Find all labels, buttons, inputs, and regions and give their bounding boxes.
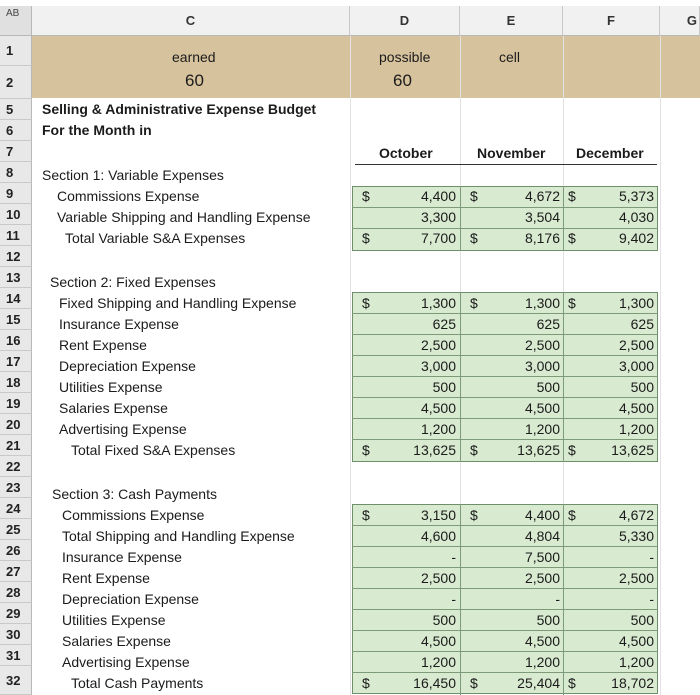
november-value[interactable]: 4,804	[524, 528, 560, 544]
currency-symbol: $	[362, 507, 370, 523]
row-header[interactable]: 10	[0, 204, 32, 225]
row-header[interactable]: 11	[0, 225, 32, 246]
row-header[interactable]: 14	[0, 288, 32, 309]
currency-symbol: $	[470, 507, 478, 523]
section1-heading[interactable]: Section 1: Variable Expenses	[42, 167, 224, 183]
section2-row-label[interactable]: Depreciation Expense	[59, 358, 196, 374]
row-header[interactable]: 5	[0, 99, 32, 120]
row-header[interactable]: 30	[0, 624, 32, 645]
currency-symbol: $	[362, 295, 370, 311]
row-header[interactable]: 20	[0, 414, 32, 435]
column-header-c-label: C	[185, 13, 196, 28]
currency-symbol: $	[470, 188, 478, 204]
row-header[interactable]: 25	[0, 519, 32, 540]
december-value[interactable]: 9,402	[618, 230, 654, 246]
column-header-e-label: E	[506, 13, 516, 28]
october-value[interactable]: 2,500	[420, 570, 456, 586]
october-value[interactable]: 1,200	[420, 421, 456, 437]
currency-symbol: $	[568, 507, 576, 523]
section2-row-label[interactable]: Fixed Shipping and Handling Expense	[59, 295, 297, 311]
december-value[interactable]: 2,500	[618, 570, 654, 586]
row-header[interactable]: 17	[0, 351, 32, 372]
currency-symbol: $	[470, 442, 478, 458]
column-header-g-label: G	[686, 13, 697, 28]
cell-border	[460, 504, 461, 695]
november-value[interactable]: 8,176	[524, 230, 560, 246]
december-value[interactable]: 18,702	[611, 675, 654, 691]
row-header[interactable]: 6	[0, 120, 32, 141]
section3-row-label[interactable]: Rent Expense	[62, 570, 150, 586]
currency-symbol: $	[362, 442, 370, 458]
november-value[interactable]: -	[555, 591, 560, 607]
november-value[interactable]: 4,672	[524, 188, 560, 204]
currency-symbol: $	[470, 230, 478, 246]
currency-symbol: $	[568, 230, 576, 246]
currency-symbol: $	[362, 188, 370, 204]
cell-border	[352, 313, 658, 314]
november-value[interactable]: 1,200	[524, 421, 560, 437]
column-header-f-label: F	[607, 13, 615, 28]
december-value[interactable]: 3,000	[618, 358, 654, 374]
cell-border	[352, 567, 658, 568]
cell-border	[563, 504, 564, 695]
november-value[interactable]: 4,500	[524, 400, 560, 416]
row-header[interactable]: 1	[0, 36, 32, 66]
section3-total-label[interactable]: Total Cash Payments	[71, 675, 204, 691]
possible-label[interactable]: possible	[379, 49, 431, 65]
cell-border	[352, 651, 658, 652]
october-value[interactable]: 4,500	[420, 633, 456, 649]
october-value[interactable]: 13,625	[413, 442, 456, 458]
earned-value[interactable]: 60	[185, 71, 204, 90]
october-value[interactable]: -	[451, 549, 456, 565]
section1-row-label[interactable]: Commissions Expense	[57, 188, 200, 204]
gridline	[660, 36, 661, 695]
corner-label: AB	[6, 8, 20, 19]
section2-total-label[interactable]: Total Fixed S&A Expenses	[71, 442, 236, 458]
currency-symbol: $	[470, 675, 478, 691]
month-october[interactable]: October	[379, 145, 433, 161]
cell-border	[352, 418, 658, 419]
november-value[interactable]: 4,400	[524, 507, 560, 523]
cell-border	[352, 334, 658, 335]
column-header-e[interactable]	[460, 6, 563, 36]
december-value[interactable]: 2,500	[618, 337, 654, 353]
row-header[interactable]: 24	[0, 498, 32, 519]
october-value[interactable]: 3,000	[420, 358, 456, 374]
month-underline	[355, 164, 657, 165]
october-value[interactable]: 1,300	[420, 295, 456, 311]
section3-row-label[interactable]: Total Shipping and Handling Expense	[62, 528, 295, 544]
november-value[interactable]: 625	[536, 316, 560, 332]
header-band	[32, 36, 700, 98]
row-header[interactable]: 22	[0, 456, 32, 477]
row-header[interactable]: 26	[0, 540, 32, 561]
cell-border	[352, 207, 658, 208]
november-value[interactable]: 25,404	[517, 675, 560, 691]
section3-row-label[interactable]: Commissions Expense	[62, 507, 205, 523]
row-header[interactable]: 15	[0, 309, 32, 330]
december-value[interactable]: -	[649, 591, 654, 607]
row-header[interactable]: 21	[0, 435, 32, 456]
section3-row-label[interactable]: Depreciation Expense	[62, 591, 199, 607]
row-header[interactable]: 7	[0, 141, 32, 162]
cell-border	[460, 186, 461, 251]
column-header-d[interactable]	[350, 6, 460, 36]
december-value[interactable]: 1,300	[618, 295, 654, 311]
cell-border	[563, 292, 564, 462]
cell-border	[352, 609, 658, 610]
december-value[interactable]: 5,330	[618, 528, 654, 544]
currency-symbol: $	[568, 295, 576, 311]
october-value[interactable]: 1,200	[420, 654, 456, 670]
cell-border	[352, 525, 658, 526]
row-header[interactable]: 27	[0, 561, 32, 582]
row-header[interactable]: 13	[0, 267, 32, 288]
column-header-d-label: D	[399, 13, 410, 28]
section2-row-label[interactable]: Advertising Expense	[59, 421, 187, 437]
row-header[interactable]: 31	[0, 645, 32, 666]
section3-row-label[interactable]: Utilities Expense	[62, 612, 166, 628]
column-header-g[interactable]	[660, 6, 700, 36]
row-header[interactable]: 18	[0, 372, 32, 393]
section3-heading[interactable]: Section 3: Cash Payments	[52, 486, 217, 502]
cell-border	[352, 630, 658, 631]
cell-border	[352, 546, 658, 547]
cell-border	[352, 355, 658, 356]
october-value[interactable]: 2,500	[420, 337, 456, 353]
budget-subtitle[interactable]: For the Month in	[42, 122, 152, 138]
november-value[interactable]: 3,504	[524, 209, 560, 225]
december-value[interactable]: 4,500	[618, 633, 654, 649]
december-value[interactable]: 4,500	[618, 400, 654, 416]
december-value[interactable]: 4,030	[618, 209, 654, 225]
december-value[interactable]: -	[649, 549, 654, 565]
select-all-corner[interactable]	[0, 6, 32, 36]
cell-border	[352, 397, 658, 398]
november-value[interactable]: 500	[536, 612, 560, 628]
row-header[interactable]: 12	[0, 246, 32, 267]
row-header[interactable]: 19	[0, 393, 32, 414]
section2-row-label[interactable]: Rent Expense	[59, 337, 147, 353]
currency-symbol: $	[470, 295, 478, 311]
november-value[interactable]: 13,625	[517, 442, 560, 458]
earned-label[interactable]: earned	[172, 49, 216, 65]
section2-row-label[interactable]: Insurance Expense	[59, 316, 179, 332]
october-value[interactable]: 7,700	[420, 230, 456, 246]
november-value[interactable]: 2,500	[524, 570, 560, 586]
december-value[interactable]: 13,625	[611, 442, 654, 458]
december-value[interactable]: 4,672	[618, 507, 654, 523]
december-value[interactable]: 5,373	[618, 188, 654, 204]
row-header[interactable]: 8	[0, 162, 32, 183]
section2-row-label[interactable]: Salaries Expense	[59, 400, 168, 416]
october-value[interactable]: -	[451, 591, 456, 607]
row-header[interactable]: 23	[0, 477, 32, 498]
november-value[interactable]: 4,500	[524, 633, 560, 649]
november-value[interactable]: 3,000	[524, 358, 560, 374]
possible-value[interactable]: 60	[393, 71, 412, 90]
october-value[interactable]: 500	[432, 379, 456, 395]
section2-row-label[interactable]: Utilities Expense	[59, 379, 163, 395]
cell-border	[352, 228, 658, 229]
currency-symbol: $	[568, 675, 576, 691]
october-value[interactable]: 16,450	[413, 675, 456, 691]
row-header[interactable]: 16	[0, 330, 32, 351]
november-value[interactable]: 7,500	[524, 549, 560, 565]
november-value[interactable]: 1,300	[524, 295, 560, 311]
column-header-c[interactable]	[32, 6, 350, 36]
section1-row-label[interactable]: Variable Shipping and Handling Expense	[57, 209, 311, 225]
section3-row-label[interactable]: Advertising Expense	[62, 654, 190, 670]
cell-border	[352, 588, 658, 589]
october-value[interactable]: 4,600	[420, 528, 456, 544]
november-value[interactable]: 1,200	[524, 654, 560, 670]
section3-row-label[interactable]: Insurance Expense	[62, 549, 182, 565]
section2-heading[interactable]: Section 2: Fixed Expenses	[50, 274, 216, 290]
october-value[interactable]: 625	[432, 316, 456, 332]
cell-border	[460, 292, 461, 462]
october-value[interactable]: 3,300	[420, 209, 456, 225]
section3-row-label[interactable]: Salaries Expense	[62, 633, 171, 649]
row-header[interactable]: 32	[0, 666, 32, 695]
october-value[interactable]: 3,150	[420, 507, 456, 523]
section1-total-label[interactable]: Total Variable S&A Expenses	[65, 230, 246, 246]
cell-border	[352, 439, 658, 440]
december-value[interactable]: 625	[630, 316, 654, 332]
november-value[interactable]: 2,500	[524, 337, 560, 353]
row-header[interactable]: 9	[0, 183, 32, 204]
budget-title[interactable]: Selling & Administrative Expense Budget	[42, 101, 317, 117]
december-value[interactable]: 1,200	[618, 654, 654, 670]
cell-border	[563, 186, 564, 251]
row-header[interactable]: 29	[0, 603, 32, 624]
cell-border	[352, 376, 658, 377]
currency-symbol: $	[568, 442, 576, 458]
cell-label[interactable]: cell	[499, 49, 521, 65]
october-value[interactable]: 4,500	[420, 400, 456, 416]
month-november[interactable]: November	[477, 145, 546, 161]
column-header-f[interactable]	[563, 6, 660, 36]
currency-symbol: $	[362, 675, 370, 691]
currency-symbol: $	[362, 230, 370, 246]
cell-border	[352, 672, 658, 673]
december-value[interactable]: 500	[630, 379, 654, 395]
row-header[interactable]: 2	[0, 66, 32, 99]
october-value[interactable]: 500	[432, 612, 456, 628]
december-value[interactable]: 1,200	[618, 421, 654, 437]
october-value[interactable]: 4,400	[420, 188, 456, 204]
gridline	[350, 36, 351, 695]
currency-symbol: $	[568, 188, 576, 204]
month-december[interactable]: December	[576, 145, 644, 161]
row-header[interactable]: 28	[0, 582, 32, 603]
november-value[interactable]: 500	[536, 379, 560, 395]
december-value[interactable]: 500	[630, 612, 654, 628]
